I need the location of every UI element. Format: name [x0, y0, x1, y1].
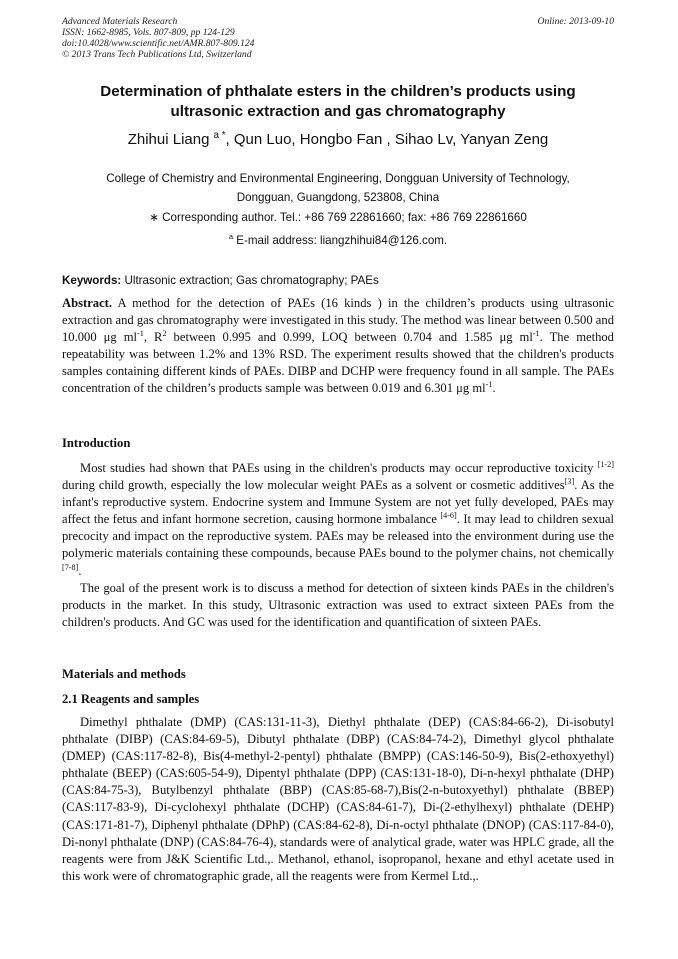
journal-header	[62, 16, 254, 60]
intro-text-5: .	[78, 563, 82, 578]
copyright-line: © 2013 Trans Tech Publications Ltd, Switzerland	[62, 49, 252, 60]
title-line-1: Determination of phthalate esters in the children’s products using	[100, 83, 576, 100]
keywords-text: Ultrasonic extraction; Gas chromatography; PAEs	[121, 274, 379, 287]
reagents-body	[62, 714, 614, 885]
keywords	[62, 274, 614, 288]
email-text: E-mail address: liangzhihui84@126.com.	[233, 234, 448, 247]
intro-text-3: . As the infant's reproductive system. Endocrine system and Immune System are not yet fully developed, PAEs may affect the fetus and infant hormone secretion, causing hormone imbalance	[62, 478, 614, 527]
corresponding-author: ∗ Corresponding author. Tel.: +86 769 22861660; fax: +86 769 22861660	[149, 211, 527, 224]
abstract-sup-3: -1	[532, 329, 540, 338]
doi-line: doi:10.4028/www.scientific.net/AMR.807-809.124	[62, 38, 255, 49]
citation-ref: [1-2]	[597, 459, 614, 469]
intro-text-2: during child growth, especially the low molecular weight PAEs as a solvent or cosmetic additives	[62, 478, 565, 493]
abstract-text-2: , R	[143, 330, 163, 345]
abstract-text-4: . The method repeatability was between 1.2% and 13% RSD. The experiment results showed that the children's products samples containing different kinds of PAEs. DIBP and DCHP were frequency found in all sample. The PAEs concentration of the children’s products sample was between 0.019 and 6.301 μg ml	[62, 330, 614, 396]
keywords-label: Keywords:	[62, 274, 122, 287]
reagents-paragraph: Dimethyl phthalate (DMP) (CAS:131-11-3), Diethyl phthalate (DEP) (CAS:84-66-2), Di-isobutyl phthalate (DIBP) (CAS:84-69-5), Dibutyl phthalate (DBP) (CAS:84-74-2), Dimethyl glycol phthalate (DMEP) (CAS:117-82-8), Bis(4-methyl-2-pentyl) phthalate (BMPP) (CAS:146-50-9), Bis(2-ethoxyethyl) phthalate (BEEP) (CAS:605-54-9), Dipentyl phthalate (DPP) (CAS:131-18-0), Di-n-hexyl phthalate (DHP) (CAS:84-75-3), Butylbenzyl phthalate (BBP) (CAS:85-68-7),Bis(2-n-butoxyethyl) phthalate (BBEP) (CAS:117-83-9), Di-cyclohexyl phthalate (DCHP) (CAS:84-61-7), Di-(2-ethylhexyl) phthalate (DEHP) (CAS:171-81-7), Diphenyl phthalate (DPhP) (CAS:84-62-8), Di-n-octyl phthalate (DNOP) (CAS:117-84-0), Di-nonyl phthalate (DNP) (CAS:84-76-4), standards were of analytical grade, water was HPLC grade, all the reagents were from J&K Scientific Ltd.,. Methanol, ethanol, isopropanol, hexane and ethyl acetate used in this work were of chromatographic grade, all the reagents were from Kermel Ltd.,.	[62, 715, 614, 883]
author-first: Zhihui Liang	[127, 131, 210, 148]
author-mark: a *	[213, 130, 226, 141]
intro-text-1: Most studies had shown that PAEs using in the children's products may occur reproductive toxicity	[80, 461, 598, 475]
author-list	[62, 131, 614, 149]
paper-title	[62, 82, 614, 122]
online-date: Online: 2013-09-10	[537, 16, 614, 27]
abstract-text-5: .	[492, 381, 496, 396]
issn-line: ISSN: 1662-8985, Vols. 807-809, pp 124-129	[62, 27, 235, 38]
abstract	[62, 295, 614, 398]
reagents-subheading: 2.1 Reagents and samples	[62, 692, 200, 706]
citation-ref: [7-8]	[62, 562, 79, 572]
affiliation-line-1: College of Chemistry and Environmental Engineering, Dongguan University of Technology,	[106, 172, 570, 185]
abstract-label: Abstract.	[62, 296, 113, 310]
citation-ref: [4-6]	[440, 511, 457, 521]
author-rest: , Qun Luo, Hongbo Fan , Sihao Lv, Yanyan Zeng	[225, 131, 549, 148]
intro-paragraph-1	[62, 460, 614, 580]
citation-ref: [3]	[564, 476, 575, 486]
methods-heading: Materials and methods	[62, 667, 186, 681]
abstract-text-3: between 0.995 and 0.999, LOQ between 0.704 and 1.585 μg ml	[166, 330, 533, 345]
introduction-heading: Introduction	[62, 436, 131, 450]
affiliation	[62, 169, 614, 207]
email-line	[62, 234, 614, 248]
introduction-body	[62, 460, 614, 631]
intro-paragraph-2: The goal of the present work is to discuss a method for detection of sixteen kinds PAEs in the children's products in the market. In this study, Ultrasonic extraction was used to extract sixteen PAEs from the children's products. And GC was used for the identification and quantification of sixteen PAEs.	[62, 580, 614, 629]
affiliation-line-2: Dongguan, Guangdong, 523808, China	[236, 191, 440, 204]
intro-text-4: . It may lead to children sexual precocity and impact on the reproductive system. PAEs may be released into the environment during use the polymeric materials containing these compounds, because PAEs bound to the polymer chains, not chemically	[62, 512, 614, 561]
email-mark: a	[228, 232, 234, 242]
abstract-sup-2: 2	[162, 329, 167, 338]
abstract-text-1: A method for the detection of PAEs (16 kinds ) in the children’s products using ultrasonic extraction and gas chromatography were investigated in this study. The method was linear between 0.500 and 10.000 μg ml	[62, 296, 614, 345]
abstract-sup-4: -1	[485, 380, 493, 390]
abstract-sup-1: -1	[137, 329, 144, 338]
journal-name: Advanced Materials Research	[62, 16, 178, 27]
title-line-2: ultrasonic extraction and gas chromatography	[170, 103, 506, 120]
